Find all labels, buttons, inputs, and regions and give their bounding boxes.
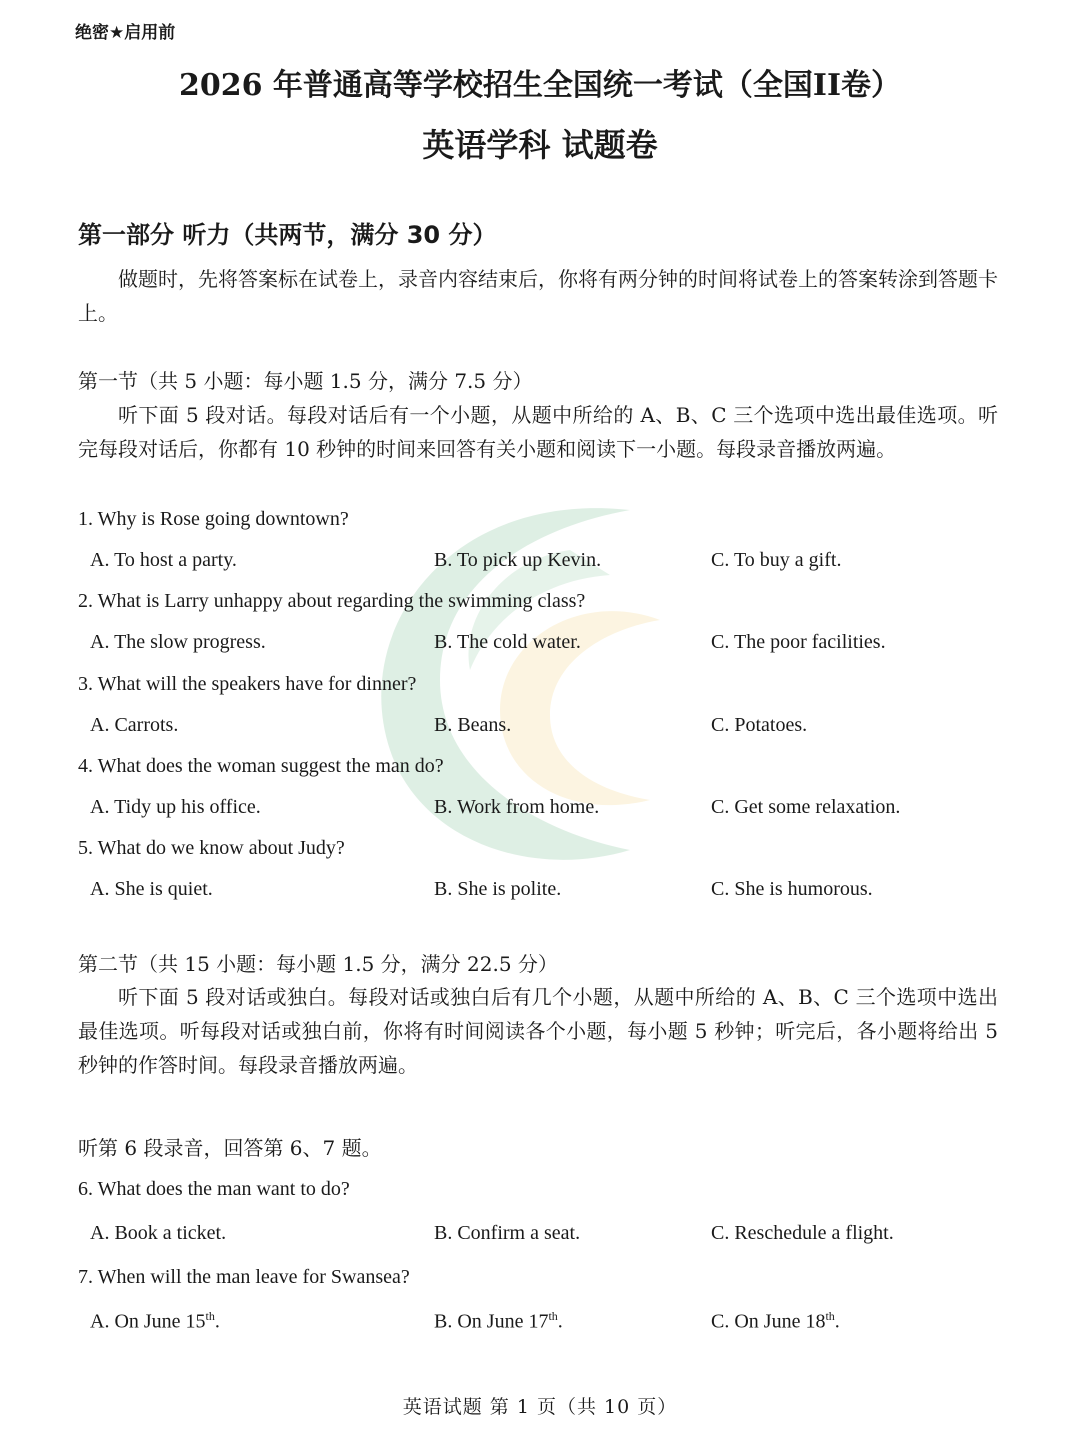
question-4: 4. What does the woman suggest the man do? <box>78 755 444 777</box>
question-7: 7. When will the man leave for Swansea? <box>78 1266 410 1288</box>
q4-option-c: C. Get some relaxation. <box>711 796 901 818</box>
q3-option-b: B. Beans. <box>434 714 512 736</box>
part1-heading: 第一部分 听力（共两节，满分 30 分） <box>78 221 497 249</box>
q7-option-b-period: . <box>557 1310 563 1333</box>
q5-option-c: C. She is humorous. <box>711 878 873 900</box>
q1-option-c: C. To buy a gift. <box>711 549 842 571</box>
part1-intro: 做题时，先将答案标在试卷上，录音内容结束后，你将有两分钟的时间将试卷上的答案转涂到答题卡上。 <box>78 267 998 325</box>
q7-option-c-period: . <box>834 1310 840 1333</box>
q2-option-c: C. The poor facilities. <box>711 631 886 653</box>
q7-option-c <box>711 1309 840 1334</box>
q3-option-a: A. Carrots. <box>90 714 179 736</box>
q7-option-c-text: C. On June 18 <box>711 1310 826 1333</box>
q7-option-a-suffix: th <box>205 1309 215 1323</box>
q7-option-a-period: . <box>214 1310 220 1333</box>
q7-option-c-suffix: th <box>825 1309 835 1323</box>
question-2: 2. What is Larry unhappy about regarding the swimming class? <box>78 590 586 612</box>
q6-option-b: B. Confirm a seat. <box>434 1222 581 1244</box>
question-1: 1. Why is Rose going downtown? <box>78 508 349 530</box>
q7-option-b <box>434 1309 563 1334</box>
question-6: 6. What does the man want to do? <box>78 1178 350 1200</box>
q3-option-c: C. Potatoes. <box>711 714 808 736</box>
q5-option-a: A. She is quiet. <box>90 878 213 900</box>
q6-option-a: A. Book a ticket. <box>90 1222 227 1244</box>
q1-option-a: A. To host a party. <box>90 549 237 571</box>
q4-option-b: B. Work from home. <box>434 796 600 818</box>
section2-instructions: 听下面 5 段对话或独白。每段对话或独白后有几个小题，从题中所给的 A、B、C 三个选项中选出最佳选项。听每段对话或独白前，你将有时间阅读各个小题，每小题 5 秒钟；听完后，各小题将给出 5 秒钟的作答时间。每段录音播放两遍。 <box>78 985 998 1077</box>
q5-option-b: B. She is polite. <box>434 878 562 900</box>
confidential-label: 绝密★启用前 <box>75 23 176 43</box>
q2-option-a: A. The slow progress. <box>90 631 266 653</box>
exam-subtitle: 英语学科 试题卷 <box>422 126 658 164</box>
q7-option-a-text: A. On June 15 <box>90 1310 206 1333</box>
q7-option-b-suffix: th <box>548 1309 558 1323</box>
q2-option-b: B. The cold water. <box>434 631 581 653</box>
section2-heading: 第二节（共 15 小题：每小题 1.5 分，满分 22.5 分） <box>78 952 558 976</box>
q7-option-a <box>90 1309 220 1334</box>
q4-option-a: A. Tidy up his office. <box>90 796 261 818</box>
section1-instructions: 听下面 5 段对话。每段对话后有一个小题，从题中所给的 A、B、C 三个选项中选出最佳选项。听完每段对话后，你都有 10 秒钟的时间来回答有关小题和阅读下一小题。每段录音播放两遍。 <box>78 403 998 461</box>
question-5: 5. What do we know about Judy? <box>78 837 345 859</box>
q7-option-b-text: B. On June 17 <box>434 1310 549 1333</box>
audio-6-instruction: 听第 6 段录音，回答第 6、7 题。 <box>78 1136 382 1160</box>
question-3: 3. What will the speakers have for dinner? <box>78 673 417 695</box>
q1-option-b: B. To pick up Kevin. <box>434 549 602 571</box>
page-footer: 英语试题 第 1 页（共 10 页） <box>402 1396 678 1418</box>
exam-title: 2026 年普通高等学校招生全国统一考试（全国II卷） <box>178 68 901 103</box>
section1-heading: 第一节（共 5 小题：每小题 1.5 分，满分 7.5 分） <box>78 369 533 393</box>
q6-option-c: C. Reschedule a flight. <box>711 1222 894 1244</box>
